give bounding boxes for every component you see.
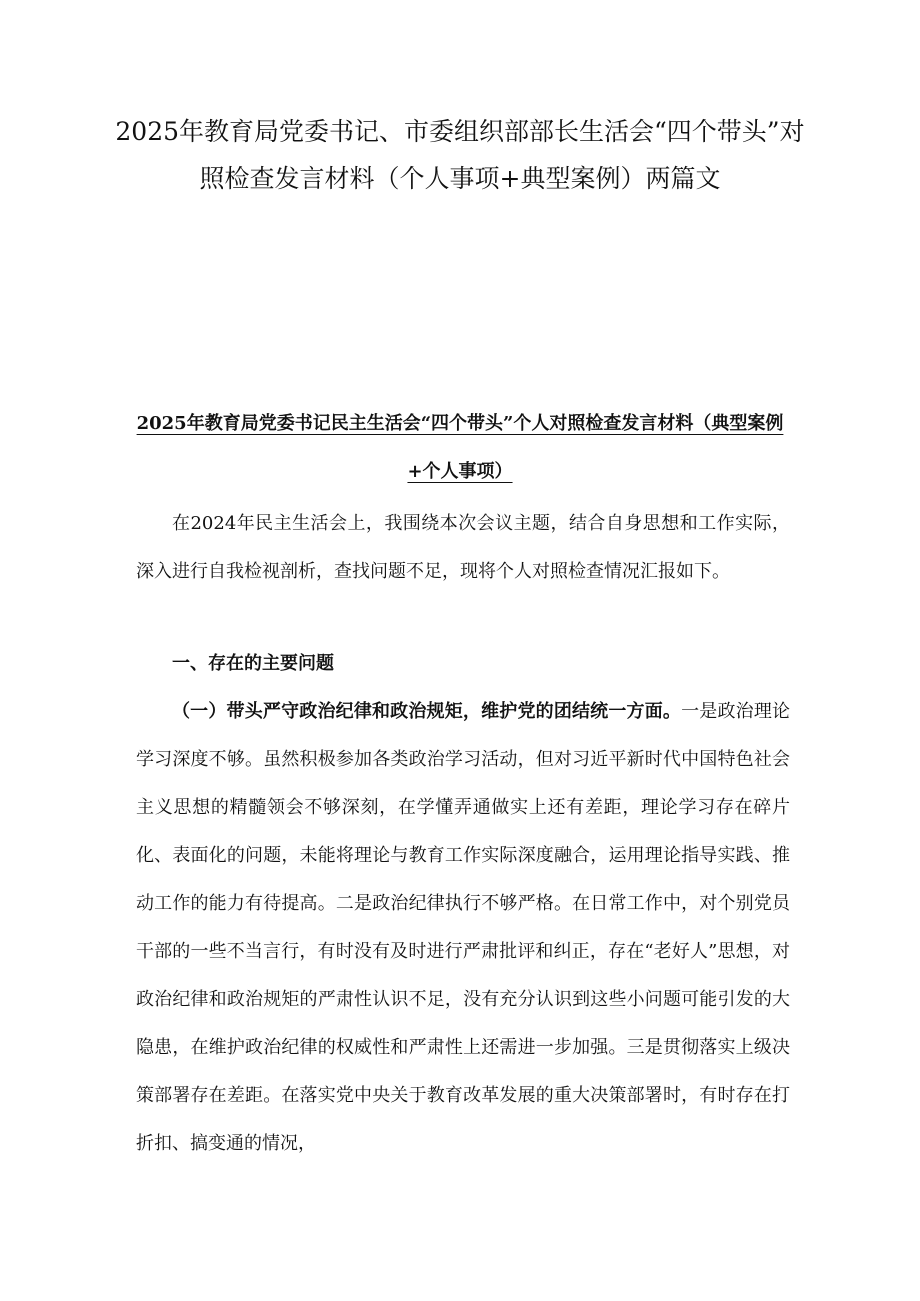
intro-paragraph: 在2024年民主生活会上，我围绕本次会议主题，结合自身思想和工作实际，深入进行自我检视剖析，查找问题不足，现将个人对照检查情况汇报如下。 <box>136 513 790 582</box>
article-title <box>136 400 784 496</box>
document-title: 2025年教育局党委书记、市委组织部部长生活会“四个带头”对照检查发言材料（个人事项+典型案例）两篇文 <box>115 117 805 193</box>
body-paragraph <box>136 688 790 1168</box>
article-title-text: 2025年教育局党委书记民主生活会“四个带头”个人对照检查发言材料（典型案例+个人事项） <box>136 413 784 482</box>
paragraph-lead: （一）带头严守政治纪律和政治规矩，维护党的团结统一方面。 <box>172 701 682 722</box>
paragraph-body: 一是政治理论学习深度不够。虽然积极参加各类政治学习活动，但对习近平新时代中国特色社会主义思想的精髓领会不够深刻，在学懂弄通做实上还有差距，理论学习存在碎片化、表面化的问题，未能将理论与教育工作实际深度融合，运用理论指导实践、推动工作的能力有待提高。二是政治纪律执行不够严格。在日常工作中，对个别党员干部的一些不当言行，有时没有及时进行严肃批评和纠正，存在“老好人”思想，对政治纪律和政治规矩的严肃性认识不足，没有充分认识到这些小问题可能引发的大隐患，在维护政治纪律的权威性和严肃性上还需进一步加强。三是贯彻落实上级决策部署存在差距。在落实党中央关于教育改革发展的重大决策部署时，有时存在打折扣、搞变通的情况， <box>136 701 791 1154</box>
section-heading: 一、存在的主要问题 <box>172 653 334 674</box>
